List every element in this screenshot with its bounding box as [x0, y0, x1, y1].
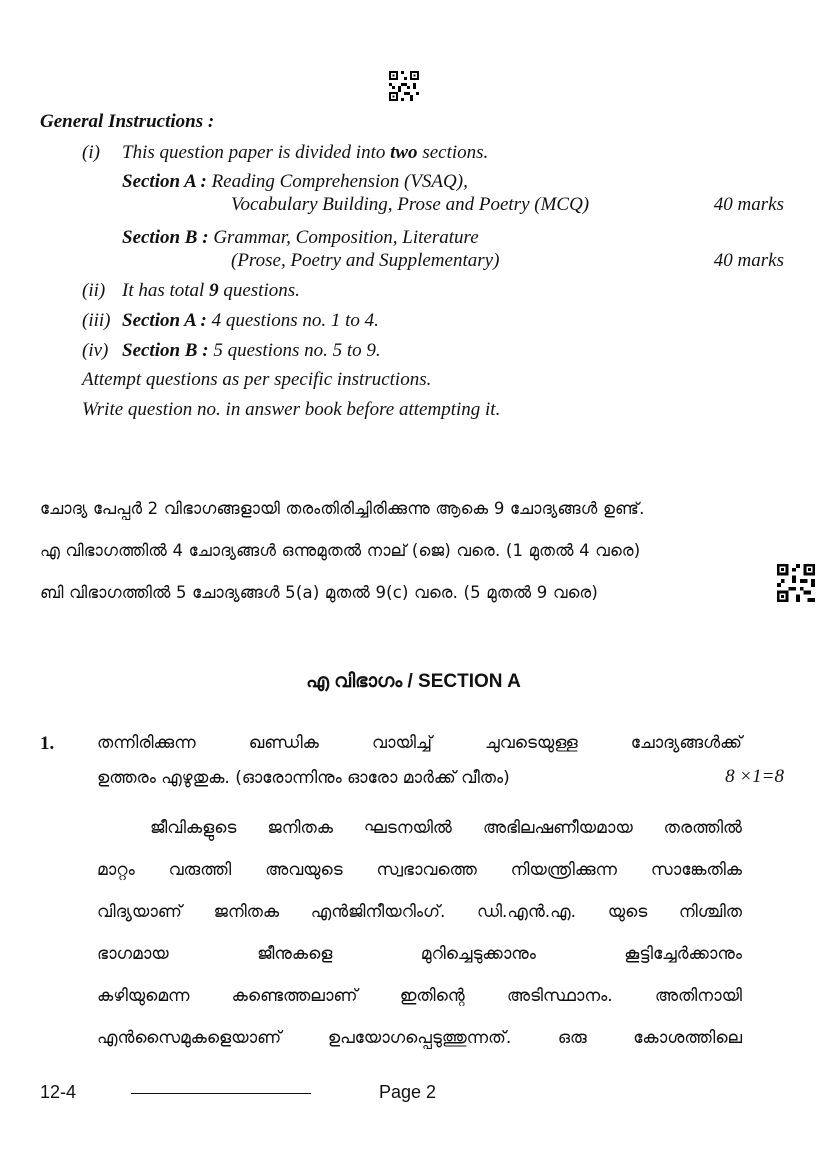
instruction-text: questions. [218, 280, 300, 301]
passage-line-4: ഭാഗമായ ജീനുകളെ മുറിച്ചെടുക്കാനും കൂട്ടിച്ചേർക്കാനും [97, 944, 742, 964]
section-b-line2: (Prose, Poetry and Supplementary) [231, 250, 500, 271]
instruction-text-3 [122, 310, 379, 332]
section-b-label: Section B : [122, 227, 209, 248]
passage-line-2: മാറ്റം വരുത്തി അവയുടെ സ്വഭാവത്തെ നിയന്ത്രിക്കുന്ന സാങ്കേതിക [97, 860, 742, 880]
passage-line-5: കഴിയുമെന്ന കണ്ടെത്തലാണ് ഇതിന്റെ അടിസ്ഥാനം. അതിനായി [97, 986, 742, 1006]
instruction-bold: two [390, 142, 418, 163]
malayalam-instruction-1: ചോദ്യ പേപ്പർ 2 വിഭാഗങ്ങളായി തരംതിരിച്ചിരിക്കുന്നു ആകെ 9 ചോദ്യങ്ങൾ ഉണ്ട്. [40, 499, 645, 518]
section-a-line1: Reading Comprehension (VSAQ), [211, 171, 468, 192]
section-a-line2: Vocabulary Building, Prose and Poetry (MCQ) [231, 194, 590, 215]
instruction-bold: Section A : [122, 310, 207, 331]
question-line-1: തന്നിരിക്കുന്ന ഖണ്ഡിക വായിച്ച് ചുവടെയുള്ള ചോദ്യങ്ങൾക്ക് [97, 733, 742, 753]
question-marks: 8 ×1=8 [725, 766, 784, 787]
instruction-note-2: Write question no. in answer book before attempting it. [82, 399, 501, 420]
passage-line-1: ജീവികളുടെ ജനിതക ഘടനയിൽ അഭിലഷണീയമായ തരത്തിൽ [150, 818, 742, 838]
instruction-bold: 9 [209, 280, 219, 301]
instruction-text: 5 questions no. 5 to 9. [208, 340, 381, 361]
question-line-2: ഉത്തരം എഴുതുക. (ഓരോന്നിനും ഓരോ മാർക്ക് വീതം) [97, 768, 510, 788]
instruction-item-1 [82, 142, 100, 164]
instruction-text-2 [122, 280, 300, 302]
footer-divider [131, 1093, 311, 1094]
instruction-text: sections. [417, 142, 489, 163]
instruction-text: 4 questions no. 1 to 4. [206, 310, 379, 331]
section-a-desc [122, 171, 468, 193]
question-number: 1. [40, 733, 55, 754]
instruction-text: It has total [122, 280, 210, 301]
section-b-marks: 40 marks [713, 250, 784, 271]
section-a-label: Section A : [122, 171, 207, 192]
instruction-num-4: (iv) [82, 340, 109, 361]
passage-line-6: എൻസൈമുകളെയാണ് ഉപയോഗപ്പെടുത്തുന്നത്. ഒരു കോശത്തിലെ [97, 1028, 742, 1048]
section-b-desc [122, 227, 479, 249]
instruction-num-2: (ii) [82, 280, 106, 301]
section-b-line1: Grammar, Composition, Literature [213, 227, 479, 248]
instruction-text-4 [122, 340, 381, 362]
instruction-note-1: Attempt questions as per specific instructions. [82, 369, 432, 390]
malayalam-instruction-3: ബി വിഭാഗത്തിൽ 5 ചോദ്യങ്ങൾ 5(a) മുതൽ 9(c) വരെ. (5 മുതൽ 9 വരെ) [40, 583, 599, 602]
qr-code-top [389, 71, 419, 101]
instruction-text-1 [122, 142, 488, 164]
instruction-num: (i) [82, 142, 100, 163]
malayalam-instruction-2: എ വിഭാഗത്തിൽ 4 ചോദ്യങ്ങൾ ഒന്നുമുതൽ നാല് (ജെ) വരെ. (1 മുതൽ 4 വരെ) [40, 541, 641, 560]
page-number: Page 2 [379, 1082, 437, 1102]
passage-line-3: വിദ്യയാണ് ജനിതക എൻജിനീയറിംഗ്. ഡി.എൻ.എ. യുടെ നിശ്ചിത [97, 902, 742, 922]
instruction-bold: Section B : [122, 340, 209, 361]
paper-code: 12-4 [40, 1082, 77, 1102]
instruction-num-3: (iii) [82, 310, 111, 331]
section-a-marks: 40 marks [713, 194, 784, 215]
qr-code-side [777, 564, 815, 602]
general-instructions-title: General Instructions : [40, 111, 215, 132]
instruction-text: This question paper is divided into [122, 142, 391, 163]
section-heading: എ വിഭാഗം / SECTION A [306, 671, 521, 692]
